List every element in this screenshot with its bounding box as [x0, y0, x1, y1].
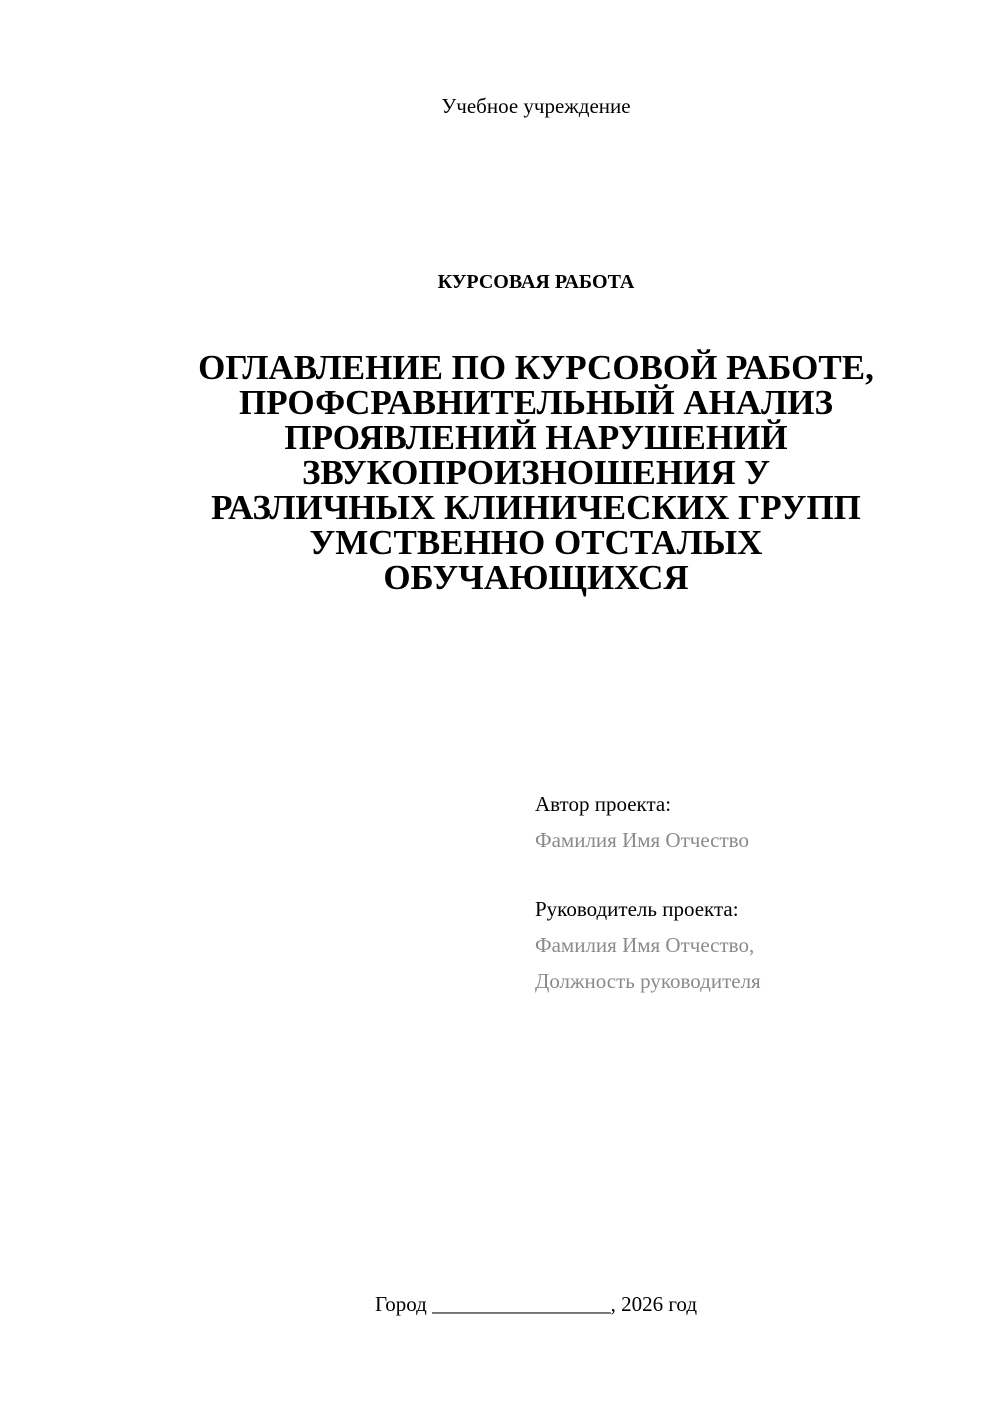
supervisor-label: Руководитель проекта: [535, 897, 739, 921]
supervisor-position: Должность руководителя [535, 969, 761, 993]
institution-name: Учебное учреждение [441, 94, 631, 118]
title-line-5: РАЗЛИЧНЫХ КЛИНИЧЕСКИХ ГРУПП [211, 488, 861, 527]
title-line-2: ПРОФСРАВНИТЕЛЬНЫЙ АНАЛИЗ [239, 383, 833, 422]
author-label: Автор проекта: [535, 792, 672, 816]
supervisor-name: Фамилия Имя Отчество, [535, 933, 755, 957]
title-line-1: ОГЛАВЛЕНИЕ ПО КУРСОВОЙ РАБОТЕ, [198, 348, 874, 387]
title-line-4: ЗВУКОПРОИЗНОШЕНИЯ У [301, 453, 771, 492]
supervisor-block [535, 891, 975, 999]
city-year-footer: Город _________________, 2026 год [374, 1292, 698, 1316]
title-line-7: ОБУЧАЮЩИХСЯ [383, 558, 689, 597]
author-block [535, 786, 975, 858]
document-title [100, 350, 972, 595]
document-type: КУРСОВАЯ РАБОТА [437, 271, 635, 293]
author-name: Фамилия Имя Отчество [535, 828, 749, 852]
title-line-6: УМСТВЕННО ОТСТАЛЫХ [309, 523, 763, 562]
title-line-3: ПРОЯВЛЕНИЙ НАРУШЕНИЙ [284, 418, 788, 457]
